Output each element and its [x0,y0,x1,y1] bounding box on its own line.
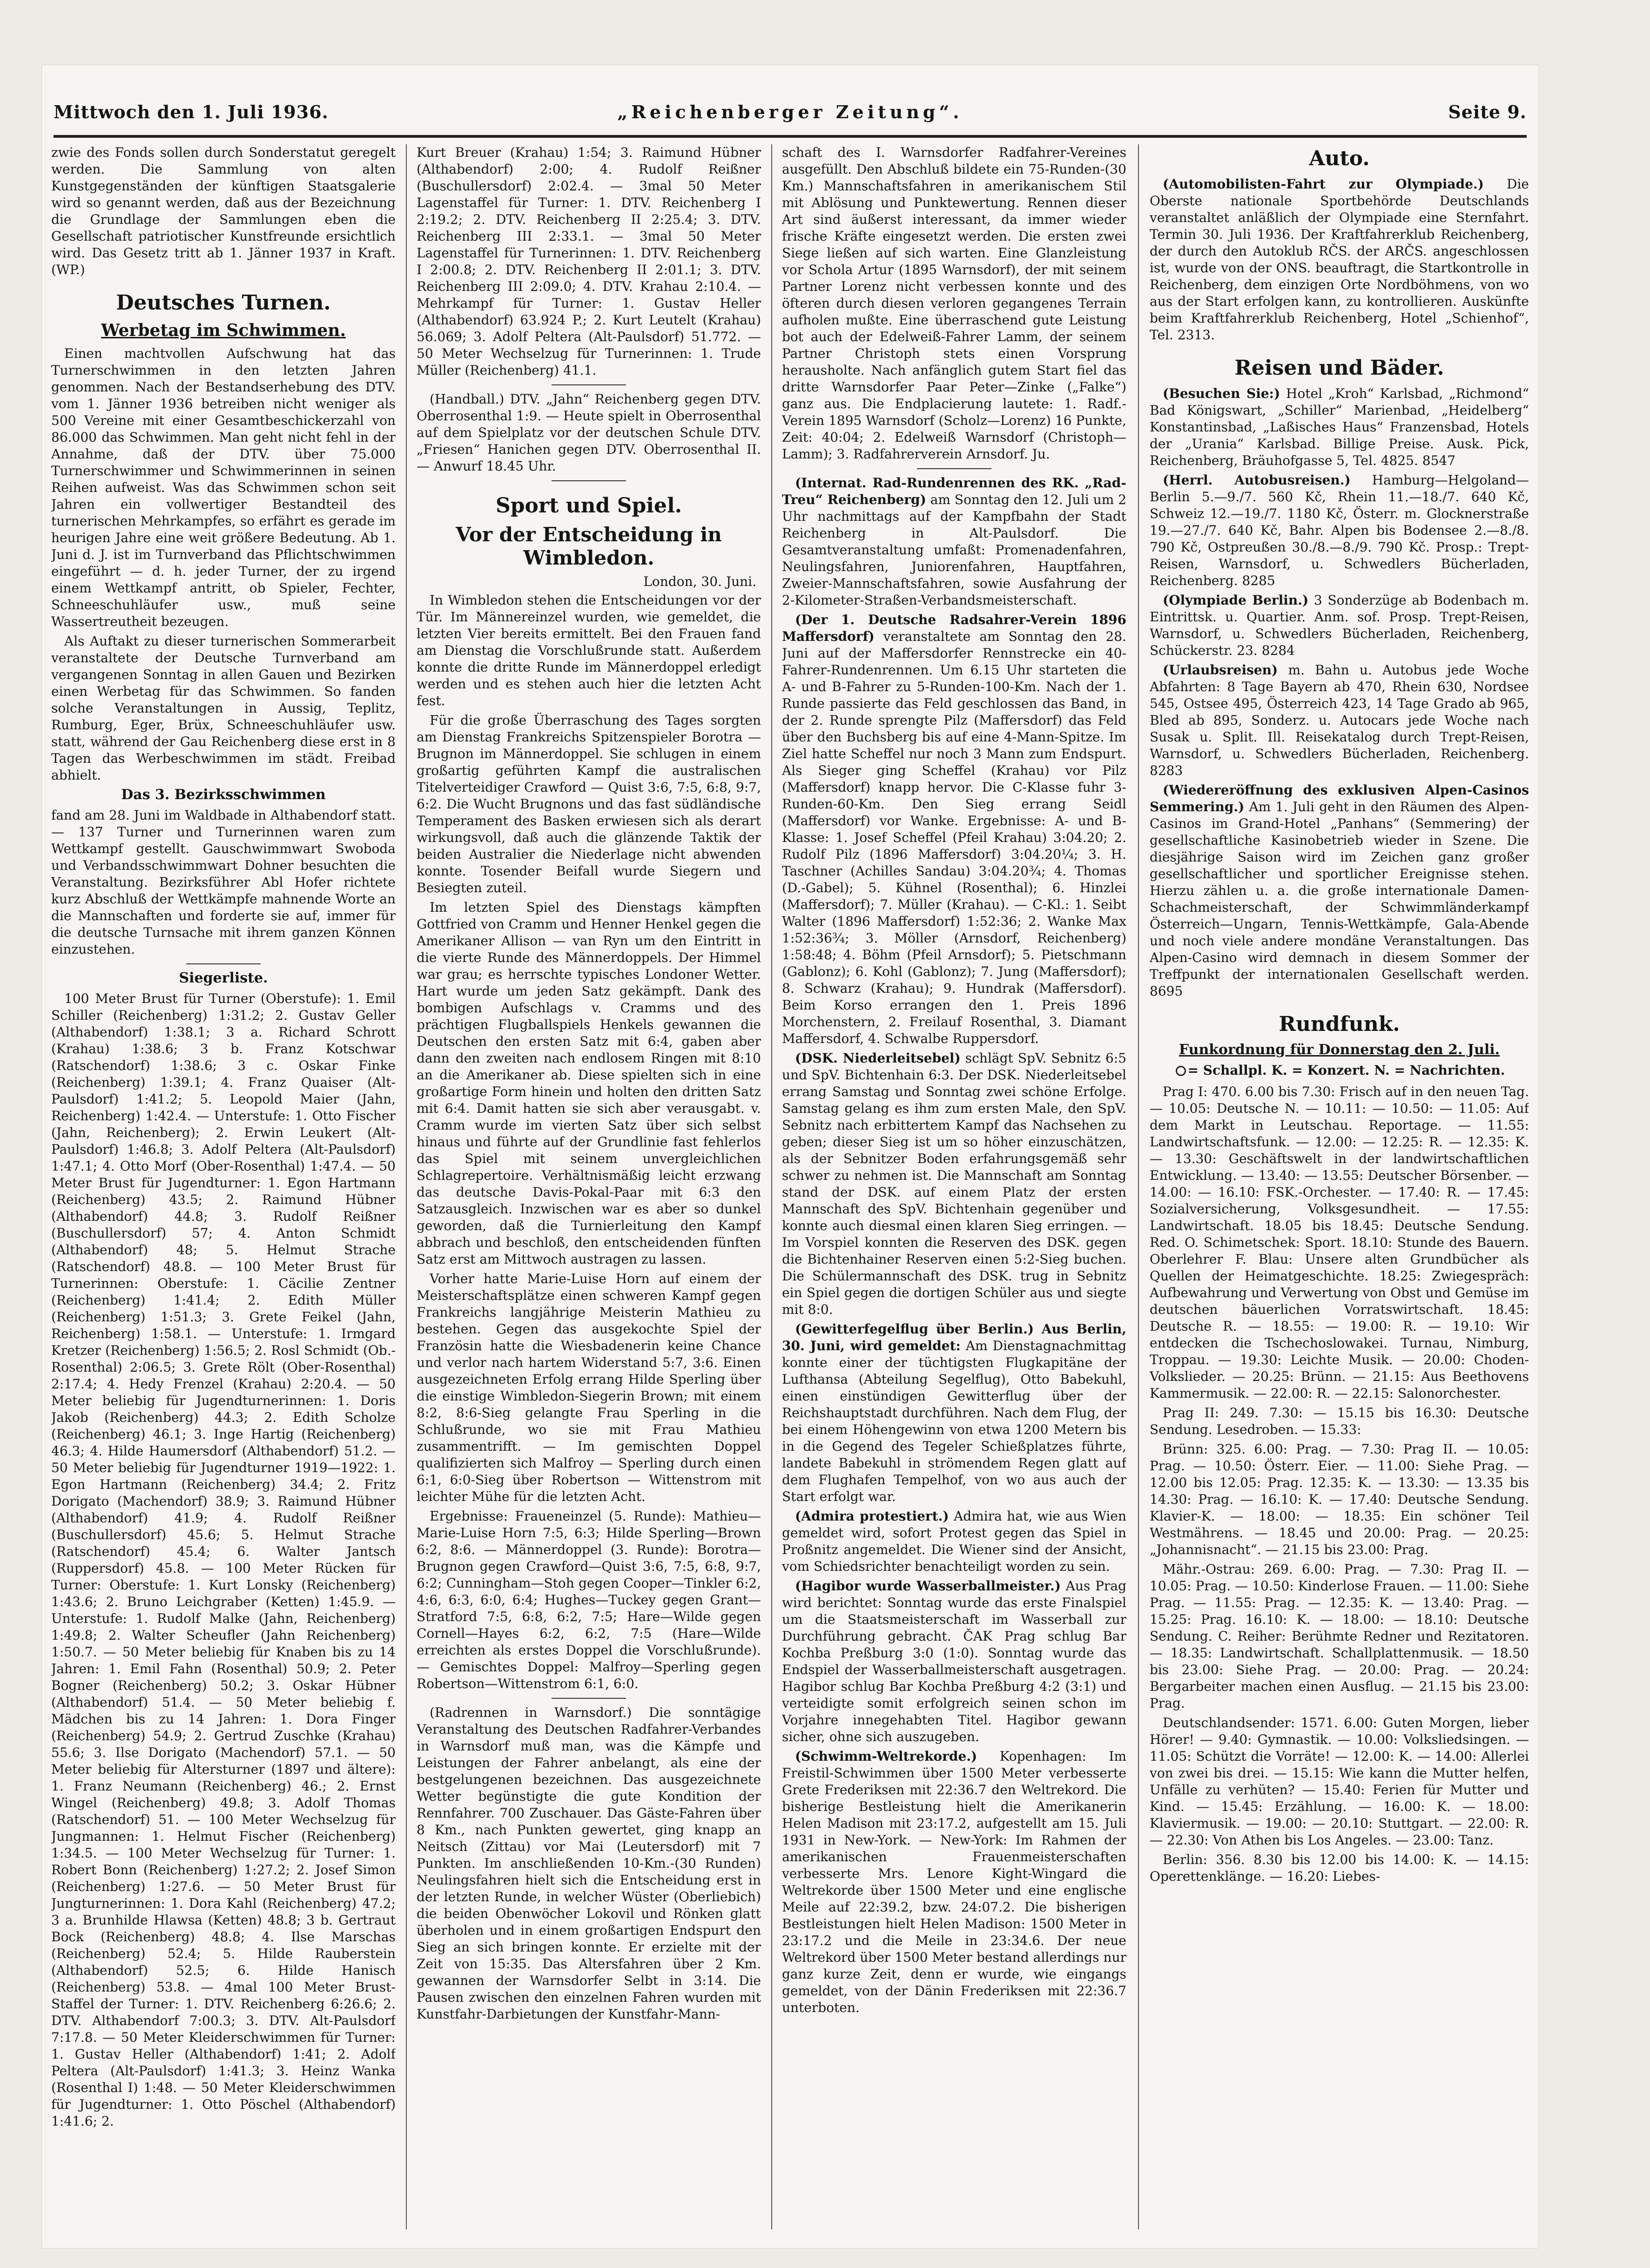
article-keyword: (Admira protestiert.) [795,1508,949,1524]
newspaper-page [42,65,1538,2248]
article-text: (Handball.) DTV. „Jahn“ Reichenberg gegen DTV. Oberrosenthal 1:9. — Heute spielt in Oberrosenthal auf dem Spielplatz vor der deutschen Schule DTV. „Friesen“ Hanichen gegen DTV. Oberrosenthal II. — Anwurf 18.45 Uhr. [417,391,761,474]
header-page-number: Seite 9. [1448,101,1527,122]
column-4 [1150,144,1529,2229]
article-keyword: (Internat. Rad-Rundenrennen des RK. „Rad-Treu“ Reichenberg) [782,475,1126,507]
radio-program: Prag II: 249. 7.30: — 15.15 bis 16.30: Deutsche Sendung. Lesedroben. — 15.33: [1150,1405,1529,1437]
section-title-rundfunk: Rundfunk. [1279,1012,1400,1036]
results-text: 100 Meter Brust für Turner (Oberstufe): 1. Emil Schiller (Reichenberg) 1:31.2; 2. Gustav Geller (Althabendorf) 1:38.1; 3 a. Richard Schrott (Krahau) 1:38.6; 3 b. Franz Kotschwar (Ratschendorf) 1:38.6; 3 c. Oskar Finke (Reichenberg) 1:39.1; 4. Franz Quaiser (Alt-Paulsdorf) 1:41.2; 5. Leopold Maier (Jahn, Reichenberg) 1:42.4. — Unterstufe: 1. Otto Fischer (Jahn, Reichenberg); 2. Erwin Leukert (Alt-Paulsdorf) 1:46.8; 3. Adolf Peltera (Alt-Paulsdorf) 1:47.1; 4. Otto Morf (Ober-Rosenthal) 1:47.4. — 50 Meter Brust für Jugendturner: 1. Egon Hartmann (Reichenberg) 43.5; 2. Raimund Hübner (Althabendorf) 44.8; 3. Rudolf Reißner (Buschullersdorf) 57; 4. Anton Schmidt (Althabendorf) 48; 5. Helmut Strache (Ratschendorf) 48.8. — 100 Meter Brust für Turnerinnen: Oberstufe: 1. Cäcilie Zentner (Reichenberg) 1:41.4; 2. Edith Müller (Reichenberg) 1:51.3; 3. Grete Feikel (Jahn, Reichenberg) 1:58.1. — Unterstufe: 1. Irmgard Kretzer (Reichenberg) 1:56.5; 2. Rosl Schmidt (Ob.-Rosenthal) 2:06.5; 3. Grete Rölt (Ober-Rosenthal) 2:17.4; 4. Hedy Frenzel (Krahau) 2:20.4. — 50 Meter beliebig für Jugendturnerinnen: 1. Doris Jakob (Reichenberg) 44.3; 2. Edith Scholze (Reichenberg) 46.1; 3. Inge Hartig (Reichenberg) 46.3; 4. Hilde Haumersdorf (Althabendorf) 51.2. — 50 Meter beliebig für Jugendturner 1919—1922: 1. Egon Hartmann (Reichenberg) 34.4; 2. Fritz Dorigato (Machendorf) 38.9; 3. Raimund Hübner (Althabendorf) 41.9; 4. Rudolf Reißner (Buschullersdorf) 45.6; 5. Helmut Strache (Ratschendorf) 45.4; 6. Walter Jantsch (Ruppersdorf) 45.8. — 100 Meter Rücken für Turner: Oberstufe: 1. Kurt Lonsky (Reichenberg) 1:43.6; 2. Bruno Leichgraber (Ketten) 1:45.9. — Unterstufe: 1. Rudolf Malke (Jahn, Reichenberg) 1:49.8; 2. Walter Scheufler (Jahn Reichenberg) 1:50.7. — 50 Meter beliebig für Knaben bis zu 14 Jahren: 1. Emil Fahn (Rosenthal) 50.9; 2. Peter Bogner (Reichenberg) 50.2; 3. Oskar Hübner (Althabendorf) 51.4. — 50 Meter beliebig f. Mädchen bis zu 14 Jahren: 1. Dora Finger (Reichenberg) 54.9; 2. Gertrud Zuschke (Krahau) 55.6; 3. Ilse Dorigato (Machendorf) 57.1. — 50 Meter beliebig für Altersturner (1897 und ältere): 1. Franz Neumann (Reichenberg) 46.; 2. Ernst Wingel (Reichenberg) 49.8; 3. Adolf Thomas (Ratschendorf) 51. — 100 Meter Wechselzug für Jungmannen: 1. Helmut Fischer (Reichenberg) 1:34.5. — 100 Meter Wechselzug für Turner: 1. Robert Bonn (Reichenberg) 1:27.2; 2. Josef Simon (Reichenberg) 1:27.6. — 50 Meter Brust für Jungturnerinnen: 1. Dora Kahl (Reichenberg) 47.2; 3 a. Brunhilde Hlawsa (Ketten) 48.8; 3 b. Gertraut Bock (Reichenberg) 48.8; 4. Ilse Marschas (Reichenberg) 52.4; 5. Hilde Rauberstein (Althabendorf) 52.5; 6. Hilde Hanisch (Reichenberg) 53.8. — 4mal 100 Meter Brust-Staffel der Turner: 1. DTV. Reichenberg 6:26.6; 2. DTV. Althabendorf 7:00.3; 3. DTV. Alt-Paulsdorf 7:17.8. — 50 Meter Kleiderschwimmen für Turner: 1. Gustav Heller (Althabendorf) 1:41; 2. Adolf Peltera (Alt-Paulsdorf) 1:41.3; 3. Heinz Wanka (Rosenthal I) 1:48. — 50 Meter Kleiderschwimmen für Jugendturner: 1. Otto Pöschel (Althabendorf) 1:41.6; 2. [51,991,396,2129]
article-keyword: (Herrl. Autobusreisen.) [1163,472,1351,488]
article-keyword: (Besuchen Sie:) [1163,386,1280,401]
column-divider [406,144,407,2229]
column-divider [771,144,772,2229]
article-text: veranstaltete am Sonntag den 28. Juni auf der Maffersdorfer Rennstrecke ein 40-Fahrer-Rundenrennen. Um 6.15 Uhr starteten die A- und B-Fahrer zu 5-Runden-100-Km. Nach der 1. Runde passierte das Feld geschlossen das Band, in der 2. Runde sprengte Pilz (Maffersdorf) das Feld über den Buchsberg bis auf eine 4-Mann-Spitze. Im Ziel hatte Scheffel nur noch 3 Mann zum Endspurt. Als Sieger ging Scheffel (Krahau) vor Pilz (Maffersdorf) knapp hervor. Die C-Klasse fuhr 3-Runden-60-Km. Den Sieg errang Seidl (Maffersdorf) vor Wanke. Ergebnisse: A- und B-Klasse: 1. Josef Scheffel (Pfeil Krahau) 3:04.20; 2. Rudolf Pilz (1896 Maffersdorf) 3:04.20¼; 3. H. Taschner (Achilles Sandau) 3:04.20¾; 4. Thomas (D.-Gabel); 5. Kühnel (Rosenthal); 6. Hinzlei (Maffersdorf); 7. Müller (Krahau). — C-Kl.: 1. Seibt Walter (1896 Maffersdorf) 1:52:36; 2. Wanke Max 1:52:36¾; 3. Möller (Arnsdorf, Reichenberg) 1:58:48; 4. Böhm (Pfeil Arnsdorf); 5. Pietschmann (Gablonz); 6. Kohl (Gablonz); 7. Jung (Maffersdorf); 8. Schwarz (Krahau); 9. Hundrak (Maffersdorf). Beim Korso errangen den 1. Preis 1896 Morchenstern, 2. Freilauf Rosenthal, 3. Diamant Maffersdorf, 4. Schwalbe Ruppersdorf. [782,629,1126,1046]
article-keyword: (Automobilisten-Fahrt zur Olympiade.) [1163,176,1484,192]
divider [917,468,991,469]
article-text: schlägt SpV. Sebnitz 6:5 und SpV. Bichtenhain 6:3. Der DSK. Niederleitsebel errang Samstag und Sonntag zwei schöne Erfolge. Samstag gelang es ihm zum ersten Male, den SpV. Sebnitz nach erbittertem Kampf das Nachsehen zu geben; dieser Sieg ist um so höher einzuschätzen, als der Sebnitzer Boden erfahrungsgemäß sehr schwer zu nehmen ist. Die Mannschaft am Sonntag stand der DSK. auf einem Platz der ersten Mannschaft des SpV. Bichtenhain gegenüber und konnte auch diesmal einen klaren Sieg erringen. — Im Vorspiel konnten die Reserven des DSK. gegen die Bichtenhainer Reserven einen 5:2-Sieg buchen. Die Schülermannschaft des DSK. trug in Sebnitz ein Spiel gegen die dortigen Schüler aus und siegte mit 8:0. [782,1050,1126,1317]
article-keyword: (Urlaubsreisen) [1163,662,1278,678]
article-text: fand am 28. Juni im Waldbade in Althabendorf statt. — 137 Turner und Turnerinnen waren zum Wettkampf gestellt. Gauschwimmwart Swoboda und Verbandsschwimmwart Dohner besuchten die Veranstaltung. Bezirksführer Abl Hofer richtete kurz Abschluß der Wettkämpfe mahnende Worte an die Mannschaften und forderte sie auf, immer für die deutsche Turnsache mit ihrem ganzen Können einzustehen. [51,808,396,957]
article-text: 3 Sonderzüge ab Bodenbach m. Eintrittsk. u. Quartier. Anm. sof. Prosp. Trept-Reisen, Warnsdorf, u. Schwedlers Bücherladen, Reichenberg, Schückerstr. 23. 8284 [1150,592,1529,658]
section-title-auto: Auto. [1309,147,1370,170]
subhead-werbetag: Werbetag im Schwimmen. [101,321,346,340]
header-rule [54,135,1527,138]
article-text: Admira hat, wie aus Wien gemeldet wird, sofort Protest gegen das Spiel in Proßnitz angemeldet. Die Wiener sind der Ansicht, vom Schiedsrichter benachteiligt worden zu sein. [782,1508,1126,1574]
results-text: Kurt Breuer (Krahau) 1:54; 3. Raimund Hübner (Althabendorf) 2:00; 4. Rudolf Reißner (Buschullersdorf) 2:02.4. — 3mal 50 Meter Lagenstaffel für Turner: 1. DTV. Reichenberg I 2:19.2; 2. DTV. Reichenberg II 2:25.4; 3. DTV. Reichenberg III 2:33.1. — 3mal 50 Meter Lagenstaffel für Turnerinnen: 1. DTV. Reichenberg I 2:00.8; 2. DTV. Reichenberg II 2:01.1; 3. DTV. Reichenberg III 2:09.0; 4. DTV. Krahau 2:10.4. — Mehrkampf für Turner: 1. Gustav Heller (Althabendorf) 63.924 P.; 2. Kurt Leutelt (Krahau) 56.069; 3. Adolf Peltera (Alt-Paulsdorf) 51.772. — 50 Meter Wechselzug für Turnerinnen: 1. Trude Müller (Reichenberg) 41.1. [417,145,761,378]
article-text: Vorher hatte Marie-Luise Horn auf einem der Meisterschaftsplätze einen schweren Kampf gegen Frankreichs langjährige Meisterin Mathieu zu bestehen. Gegen das ausgekochte Spiel der Französin hatte die Wiesbadenerin keine Chance und verlor nach hartem Widerstand 5:7, 3:6. Einen ausgezeichneten Erfolg errang Hilde Sperling über die einstige Wimbledon-Siegerin Brown; mit einem 8:2, 8:6-Sieg gelangte Frau Sperling in die Schlußrunde, wo sie mit Frau Mathieu zusammentrifft. — Im gemischten Doppel qualifizierten sich Malfroy — Sperling durch einen 6:1, 6:0-Sieg über Robertson — Wittenstrom mit leichter Mühe für die letzten Acht. [417,1271,761,1504]
column-divider [1138,144,1139,2229]
article-text: Im letzten Spiel des Dienstags kämpften Gottfried von Cramm und Henner Henkel gegen die Amerikaner Allison — van Ryn um den Eintritt in die vierte Runde des Männerdoppels. Der Himmel war grau; es herrschte typisches Londoner Wetter. Hart wurde um jeden Satz gekämpft. Dank des bombigen Aufschlags v. Cramms und des prächtigen Flugballspiels Henkels gewannen die Deutschen den ersten Satz mit 6:4, gaben aber dann den zweiten nach endlosem Ringen mit 8:10 an die Amerikaner ab. Diese spielten sich in eine großartige Form hinein und holten den dritten Satz mit 6:4. Damit hatten sie sich aber verausgabt. v. Cramm wurde im vierten Satz über sich selbst hinaus und führte auf der Grundlinie fast fehlerlos das Spiel mit seinem unvergleichlichen Schlagrepertoire. Verhältnismäßig leicht erzwang das deutsche Davis-Pokal-Paar mit 6:3 den Satzausgleich. Inzwischen war es aber so dunkel geworden, daß die Turnierleitung den Kampf abbrach und beschloß, den entscheidenden fünften Satz erst am Mittwoch austragen zu lassen. [417,900,761,1267]
subhead-bezirksschwimmen: Das 3. Bezirksschwimmen [121,787,326,803]
radio-legend [1150,1062,1529,1079]
dateline: London, 30. Juni. [643,574,756,589]
article-keyword: (Gewitterfegelflug über Berlin.) Aus Berlin, 30. Juni, wird gemeldet: [782,1321,1126,1353]
page-header [54,93,1527,135]
article-text: Hotel „Kroh“ Karlsbad, „Richmond“ Bad Königswart, „Schiller“ Marienbad, „Heidelberg“ Konstantinsbad, „Laßisches Haus“ Franzensbad, Hotels der „Urania“ Karlsbad. Billige Preise. Ausk. Pick, Reichenberg, Bräuhofgasse 5, Tel. 4825. 8547 [1150,386,1529,468]
radio-legend-text: = Schallpl. K. = Konzert. N. = Nachrichten. [1187,1063,1505,1078]
header-newspaper-title: „Reichenberger Zeitung“. [617,101,963,122]
article-text: Am Dienstagnachmittag konnte einer der tüchtigsten Flugkapitäne der Lufthansa (Abteilung Segelflug), Otto Babekuhl, einen einstündigen Gewitterflug über der Reichshauptstadt durchführen. Nach dem Flug, der bei einem Höhengewinn von etwa 1200 Metern bis in die Gegend des Tegeler Schießplatzes führte, landete Babekuhl in strömendem Regen glatt auf dem Flughafen Tempelhof, von wo aus auch der Start erfolgt war. [782,1338,1126,1504]
record-symbol-icon [1176,1066,1186,1076]
article-text: Als Auftakt zu dieser turnerischen Sommerarbeit veranstaltete der Deutsche Turnverband am vergangenen Sonntag in allen Gauen und Bezirken einen Werbetag für das Schwimmen. So fanden solche Veranstaltungen in Aussig, Teplitz, Rumburg, Eger, Brüx, Schneeschuhläufer usw. statt, während der Gau Reichenberg diese erst in 8 Tagen das Werbeschwimmen im städt. Freibad abhielt. [51,633,396,783]
column-2 [417,144,761,2229]
radio-subhead: Funkordnung für Donnerstag den 2. Juli. [1179,1042,1500,1058]
section-title-sport: Sport und Spiel. [495,494,682,518]
results-text: Mathieu—Marie-Luise Horn 7:5, 6:3; Hilde Sperling—Brown 6:2, 8:6. — Männerdoppel (3. Runde): Borotra—Brugnon gegen Crawford—Quist 3:6, 7:5, 6:8, 9:7, 6:2; Cunningham—Stoh gegen Cooper—Tinkler 6:2, 4:6, 6:3, 6:0, 6:4; Hughes—Tuckey gegen Grant—Stratford 7:5, 6:8, 6:2, 7:5; Hare—Wilde gegen Cornell—Hayes 6:2, 6:2, 7:5 (Hare—Wilde erreichten als erstes Doppel die Vorschlußrunde). — Gemischtes Doppel: Malfroy—Sperling gegen Robertson—Wittenstrom 6:1, 6:0. [417,1508,761,1691]
column-3 [782,144,1126,2229]
header-date: Mittwoch den 1. Juli 1936. [54,101,329,122]
article-keyword: (Olympiade Berlin.) [1163,592,1309,608]
article-text: Kopenhagen: Im Freistil-Schwimmen über 1500 Meter verbesserte Grete Frederiksen mit 22:36.7 den Weltrekord. Die bisherige Bestleistung hielt die Amerikanerin Helen Madison mit 23:17.2, aufgestellt am 15. Juli 1931 in New-York. — New-York: Im Rahmen der amerikanischen Frauenmeisterschaften verbesserte Mrs. Lenore Kight-Wingard die Weltrekorde über 1500 Meter und eine englische Meile auf 22:39.2, bzw. 24:07.2. Die bisherigen Bestleistungen hielt Helen Madison: 1500 Meter in 23:17.2 und die Meile in 23:34.6. Der neue Weltrekord über 1500 Meter bestand allerdings nur ganz kurze Zeit, denn er wurde, wie eingangs gemeldet, von der Dänin Frederiksen mit 22:36.7 unterboten. [782,1749,1126,2015]
article-keyword: (Hagibor wurde Wasserballmeister.) [795,1578,1061,1594]
section-title-turnen: Deutsches Turnen. [116,291,331,315]
article-text: (Radrennen in Warnsdorf.) Die sonntägige Veranstaltung des Deutschen Radfahrer-Verbandes in Warnsdorf muß man, was die Kämpfe und Leistungen der Fahrer anbelangt, als eine der bestgelungenen bezeichnen. Das ausgezeichnete Wetter begünstigte die gute Kondition der Rennfahrer. 700 Zuschauer. Das Gäste-Fahren über 8 Km., nach Punkten gewertet, ging knapp an Neitsch (Zittau) vor Mai (Leutersdorf) mit 7 Punkten. Im anschließenden 10-Km.-(30 Runden) Neulingsfahren hielt sich die Entscheidung erst in der letzten Runde, in welcher Wüster (Oberliebich) die beiden Obenwöcher Lokovil und Rönken glatt überholen und in einem großartigen Endspurt den Sieg an sich bringen konnte. Er erzielte mit der Zeit von 15:35. Das Altersfahren über 2 Km. gewannen der Warnsdorfer Selbt in 3:14. Die Pausen zwischen den einzelnen Fahren wurden mit Kunstfahr-Darbietungen der Kunstfahr-Mann- [417,1705,761,2022]
radio-program: Mähr.-Ostrau: 269. 6.00: Prag. — 7.30: Prag II. — 10.05: Prag. — 10.50: Kinderlose Frauen. — 11.00: Siehe Prag. — 11.55: Prag. — 12.35: K. — 13.40: Prag. — 15.25: Prag. 16.10: K. — 18.00: — 18.10: Deutsche Sendung. C. Reiher: Berühmte Redner und Rezitatoren. — 18.35: Landwirtschaft. Schallplattenmusik. — 18.50 bis 23.00: Siehe Prag. — 20.00: Prag. — 20.24: Bergarbeiter machen einen Ausflug. — 21.15 bis 23.00: Prag. [1150,1561,1529,1711]
column-1 [51,144,396,2229]
results-list-title: Siegerliste. [179,970,268,986]
article-text: Am 1. Juli geht in den Räumen des Alpen-Casinos im Grand-Hotel „Panhans“ (Semmering) der gesellschaftliche Kasinobetrieb wieder in Szene. Die diesjährige Saison wird im Zeichen ganz großer gesellschaftlicher und sportlicher Ereignisse stehen. Hierzu zählen u. a. die große internationale Damen-Schachmeisterschaft, der Schwimmländerkampf Österreich—Ungarn, Tennis-Wettkämpfe, Gala-Abende und noch viele andere mondäne Veranstaltungen. Das Alpen-Casino wird demnach in diesem Sommer der Treffpunkt der internationalen Gesellschaft werden. 8695 [1150,799,1529,999]
radio-program: Berlin: 356. 8.30 bis 12.00 bis 14.00: K. — 14.15: Operettenklänge. — 16.20: Liebes- [1150,1852,1529,1884]
divider [552,480,626,481]
article-text: Einen machtvollen Aufschwung hat das Turnerschwimmen in den letzten Jahren genommen. Nach der Bestandserhebung des DTV. vom 1. Jänner 1936 betreiben nicht weniger als 500 Vereine mit einer Gesamtbeschickerzahl von 86.000 das Schwimmen. Man geht nicht fehl in der Annahme, daß der DTV. über 75.000 Turnerschwimmer und Schwimmerinnen in seinen Reihen aufweist. Was das Schwimmen schon seit Jahren ein vollwertiger Bestandteil des turnerischen Mehrkampfes, so erfährt es gerade im heurigen Jahre eine weit größere Bedeutung. Ab 1. Juni d. J. ist im Turnverband das Pflichtschwimmen eingeführt — d. h. jeder Turner, der zu irgend einem Wettkampf antritt, ob Spieler, Fechter, Schneeschuhläufer usw., muß seine Wassertreutheit bezeugen. [51,346,396,629]
article-text: m. Bahn u. Autobus jede Woche Abfahrten: 8 Tage Bayern ab 470, Rhein 630, Nordsee 545, Ostsee 495, Österreich 423, 14 Tage Grado ab 965, Bled ab 895, Sonderz. u. Autocars jede Woche nach Susak u. Split. Ill. Reisekatalog durch Trept-Reisen, Warnsdorf, u. Schwedlers Bücherladen, Reichenberg. 8283 [1150,662,1529,778]
article-text: Aus Prag wird berichtet: Sonntag wurde das erste Finalspiel um die Staatsmeisterschaft im Wasserball zur Durchführung gebracht. ČAK Prag schlug Bar Kochba Preßburg 3:0 (1:0). Sonntag wurde das Endspiel der Wasserballmeisterschaft ausgetragen. Hagibor schlug Bar Kochba Preßburg 4:2 (3:1) und verteidigte somit erfolgreich seinen schon im Vorjahre innegehabten Titel. Hagibor gewann sicher, ohne sich auszugeben. [782,1578,1126,1744]
article-keyword: (Der 1. Deutsche Radsahrer-Verein 1896 Maffersdorf) [782,612,1126,644]
divider [552,384,626,385]
results-label: Ergebnisse: Fraueneinzel (5. Runde): [430,1508,686,1524]
article-text: Die Oberste nationale Sportbehörde Deutschlands veranstaltet anläßlich der Olympiade eine Sternfahrt. Termin 30. Juli 1936. Der Kraftfahrerklub Reichenberg, der durch den Autoklub RČS. der ARČS. angeschlossen ist, wurde von der ONS. beauftragt, die Startkontrolle in Reichenberg, dem einzigen Orte Nordböhmens, von wo aus der Start erfolgen kann, zu kontrollieren. Auskünfte beim Kraftfahrerklub Reichenberg, Hotel „Schienhof“, Tel. 2313. [1150,176,1529,343]
article-keyword: (Wiedereröffnung des exklusiven Alpen-Casinos Semmering.) [1150,782,1529,814]
section-title-reisen: Reisen und Bäder. [1234,356,1444,380]
divider [552,1698,626,1699]
article-text: Für die große Überraschung des Tages sorgten am Dienstag Frankreichs Spitzenspieler Borotra — Brugnon im Männerdoppel. Sie schlugen in einem großartig geführten Kampf die australischen Titelverteidiger Crawford — Quist 3:6, 7:5, 6:8, 9:7, 6:2. Die Wucht Brugnons und das fast südländische Temperament des Basken erwiesen sich als derart wirkungsvoll, daß auch die glänzende Taktik der beiden Australier die Niederlage nicht abwenden konnte. Tosender Beifall wurde Siegern und Besiegten zuteil. [417,713,761,895]
radio-program: Brünn: 325. 6.00: Prag. — 7.30: Prag II. — 10.05: Prag. — 10.50: Österr. Eier. — 11.00: Siehe Prag. — 12.00 bis 12.05: Prag. 12.35: K. — 13.30: — 13.35 bis 14.30: Prag. — 16.10: K. — 17.40: Deutsche Sendung. Klavier-K. — 18.00: — 18.35: Ein schöner Teil Westmährens. — 18.45 und 20.00: Prag. — 20.25: „Johannisnacht“. — 21.15 bis 23.00: Prag. [1150,1441,1529,1557]
article-text: zwie des Fonds sollen durch Sonderstatut geregelt werden. Die Sammlung von alten Kunstgegenständen der künftigen Staatsgalerie wird so genannt werden, daß aus der Bezeichnung die Grundlage der Sammlungen eben die Gesellschaft patriotischer Kunstfreunde ersichtlich wird. Das Gesetz tritt ab 1. Jänner 1937 in Kraft. (WP.) [51,145,396,277]
radio-program: Prag I: 470. 6.00 bis 7.30: Frisch auf in den neuen Tag. — 10.05: Deutsche N. — 10.11: — 10.50: — 11.05: Auf dem Markt in Leutschau. Reportage. — 11.55: Landwirtschaftsfunk. — 12.00: — 12.25: R. — 12.35: K. — 13.30: Geschäftswelt in der landwirtschaftlichen Entwicklung. — 13.40: — 13.55: Deutscher Börsenber. — 14.00: — 16.10: FSK.-Orchester. — 17.40: R. — 17.45: Sozialversicherung, Volksgesundheit. — 17.55: Landwirtschaft. 18.05 bis 18.45: Deutsche Sendung. Red. O. Schimetschek: Sport. 18.10: Stunde des Bauern. Oberlehrer F. Blau: Unsere alten Grundbücher als Quellen der Heimatgeschichte. 18.25: Zwiegespräch: Aufbewahrung und Verwertung von Obst und Gemüse im deutschen bäuerlichen Vorratswirtschaft. 18.45: Deutsche R. — 18.55: — 19.00: R. — 19.10: Wir entdecken die Tschechoslowakei. Turnau, Nimburg, Troppau. — 19.30: Leichte Musik. — 20.00: Choden-Volkslieder. — 20.25: Brünn. — 21.15: Aus Beethovens Kammermusik. — 22.00: R. — 22.15: Salonorchester. [1150,1084,1529,1401]
article-keyword: (Schwimm-Weltrekorde.) [795,1749,977,1764]
article-text: In Wimbledon stehen die Entscheidungen vor der Tür. Im Männereinzel wurden, wie gemeldet, die letzten Vier bereits ermittelt. Bei den Frauen fand am Dienstag die Vorschlußrunde statt. Außerdem konnte die dritte Runde im Männerdoppel erledigt werden und es stehen auch hier die letzten Acht fest. [417,592,761,708]
article-text: schaft des I. Warnsdorfer Radfahrer-Vereines ausgefüllt. Den Abschluß bildete ein 75-Runden-(30 Km.) Mannschaftsfahren in amerikanischem Stil mit Ablösung und Punktewertung. Rennen dieser Art sind äußerst interessant, da immer wieder frische Kräfte eingesetzt werden. Die ersten zwei Siege ließen auf sich warten. Eine Glanzleistung vor Schola Artur (1895 Warnsdorf), der mit seinem Partner Lorenz nicht verbessen konnte und des öfteren durch diesen verloren gegangenes Terrain aufholen mußte. Eine überraschend gute Leistung bot auch der Edelweiß-Fahrer Lamm, der seinem Partner Christoph stets einen Vorsprung herausholte. Nach anfänglich gutem Start fiel das dritte Warnsdorfer Paar Peter—Zinke („Falke“) ganz aus. Die Endplacierung lautete: 1. Radf.-Verein 1895 Warnsdorf (Scholz—Lorenz) 16 Punkte, Zeit: 40:04; 2. Edelweiß Warnsdorf (Christoph—Lamm); 3. Radfahrerverein Arnsdorf. Ju. [782,145,1126,462]
article-text: Hamburg—Helgoland—Berlin 5.—9./7. 560 Kč, Rhein 11.—18./7. 640 Kč, Schweiz 12.—19./7. 1180 Kč, Österr. m. Glocknerstraße 19.—27./7. 640 Kč, Bahr. Alpen bis Bodensee 2.—8./8. 790 Kč, Ostpreußen 30./8.—8./9. 790 Kč. Prosp.: Trept-Reisen, Warnsdorf, u. Schwedlers Bücherladen, Reichenberg. 8285 [1150,472,1529,588]
divider [186,963,261,964]
article-keyword: (DSK. Niederleitsebel) [795,1050,961,1066]
radio-program: Deutschlandsender: 1571. 6.00: Guten Morgen, lieber Hörer! — 9.40: Gymnastik. — 10.00: Volksliedsingen. — 11.05: Schützt die Vorräte! — 12.00: K. — 14.00: Allerlei von zwei bis drei. — 15.15: Wie kann die Mutter helfen, Unfälle zu verhüten? — 15.40: Ferien für Mutter und Kind. — 15.45: Erzählung. — 16.00: K. — 18.00: Klaviermusik. — 19.00: — 20.10: Stuttgart. — 22.00: R. — 22.30: Von Athen bis Los Angeles. — 23.00: Tanz. [1150,1715,1529,1848]
article-text: am Sonntag den 12. Juli um 2 Uhr nachmittags auf der Kampfbahn der Stadt Reichenberg in Alt-Paulsdorf. Die Gesamtveranstaltung umfaßt: Promenadenfahren, Neulingsfahren, Juniorenfahren, Hauptfahren, Zweier-Mannschaftsfahren, sowie Ausfahrung der 2-Kilometer-Straßen-Verbandsmeisterschaft. [782,492,1126,608]
headline-wimbledon: Vor der Entscheidung in Wimbledon. [456,523,722,569]
